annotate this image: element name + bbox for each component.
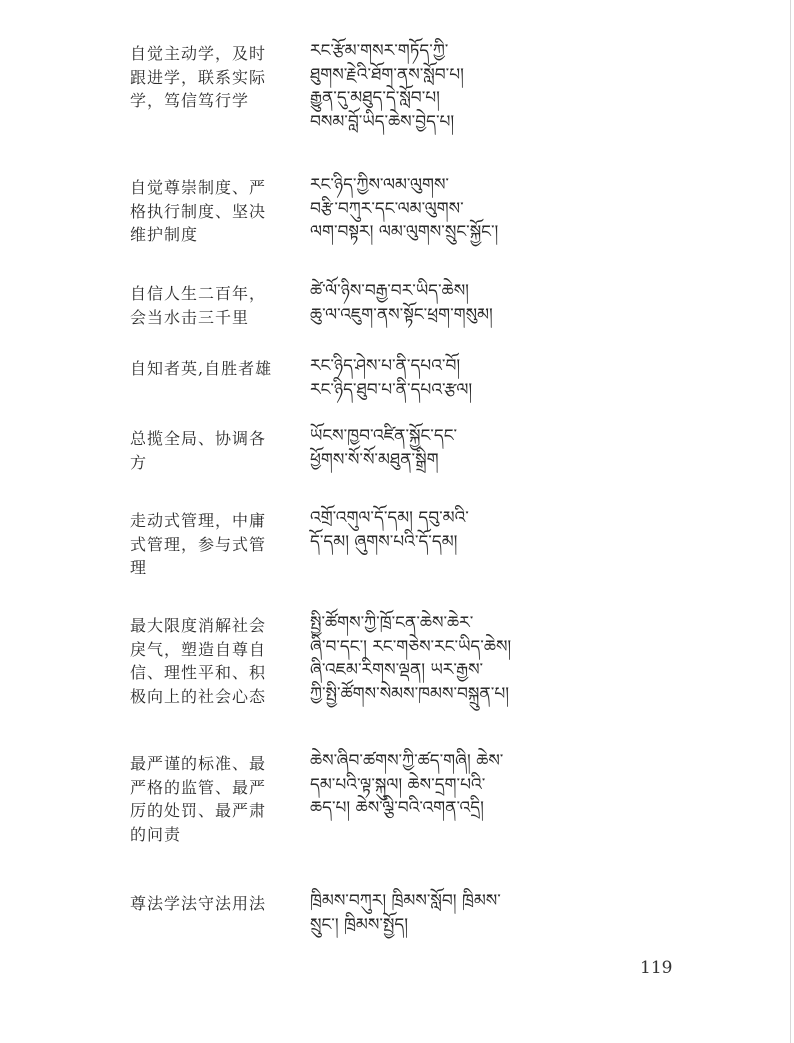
tibetan-translation: རང་རྩོམ་གསར་གཏོད་ཀྱི་ ཐུགས་རྗེའི་ཐོག་ནས་སློབ་པ། རྒྱུན་དུ་མཐུད་དེ་སློབ་པ། བསམ་བློ་ཡིད་ཆེས་བྱེད་པ། [310, 41, 464, 132]
glossary-entry [130, 40, 700, 174]
glossary-entry [130, 174, 700, 280]
glossary-entry [130, 890, 700, 960]
tibetan-translation: རང་ཉིད་ཤེས་པ་ནི་དཔའ་བོ། རང་ཉིད་ཐུབ་པ་ནི་དཔའ་རྩལ། [310, 356, 473, 400]
tibetan-translation: རང་ཉིད་ཀྱིས་ལམ་ལུགས་ བརྩི་བཀུར་དང་ལམ་ལུགས་ ལག་བསྟར། ལམ་ལུགས་སྲུང་སྐྱོང་། [310, 175, 499, 242]
glossary-entry [130, 612, 700, 750]
glossary-entry [130, 355, 700, 425]
tibetan-translation: ཡོངས་ཁྱབ་འཛིན་སྐྱོང་དང་ ཕྱོགས་སོ་སོ་མཐུན་སྒྲིག [310, 426, 458, 470]
tibetan-translation: ཁྲིམས་བཀུར། ཁྲིམས་སློབ། ཁྲིམས་ སྲུང་། ཁྲིམས་སྤྱོད། [310, 891, 501, 935]
tibetan-translation: འགྲོ་འགུལ་དོ་དམ། དབུ་མའི་ དོ་དམ། ཞུགས་པའི་དོ་དམ། [310, 508, 469, 552]
glossary [130, 40, 700, 960]
chinese-term: 尊法学法守法用法 [130, 894, 267, 913]
page-number: 119 [640, 958, 673, 978]
tibetan-translation: ཆེས་ཞིབ་ཚགས་ཀྱི་ཚད་གཞི། ཆེས་ དམ་པའི་ལྟ་སྐུལ། ཆེས་དྲག་པའི་ ཆད་པ། ཆེས་ལྕི་བའི་འགན་འདྲི། [310, 751, 504, 818]
glossary-entry [130, 425, 700, 507]
chinese-term: 最大限度消解社会 戾气，塑造自尊自 信、理性平和、积 极向上的社会心态 [130, 616, 267, 706]
chinese-term: 走动式管理，中庸 式管理，参与式管 理 [130, 511, 267, 577]
chinese-term: 自信人生二百年， 会当水击三千里 [130, 284, 267, 327]
chinese-term: 自觉主动学，及时 跟进学，联系实际 学，笃信笃行学 [130, 44, 267, 110]
chinese-term: 自知者英,自胜者雄 [130, 359, 273, 378]
chinese-term: 自觉尊崇制度、严 格执行制度、坚决 维护制度 [130, 178, 267, 244]
glossary-entry [130, 750, 700, 890]
glossary-entry [130, 280, 700, 355]
chinese-term: 总揽全局、协调各 方 [130, 429, 267, 472]
chinese-term: 最严谨的标准、最 严格的监管、最严 厉的处罚、最严肃 的问责 [130, 754, 267, 844]
tibetan-translation: སྤྱི་ཚོགས་ཀྱི་ཁྲོ་ངན་ཆེས་ཆེར་ ཞི་བ་དང་། རང་གཅེས་རང་ཡིད་ཆེས། ཞི་འཇམ་རིགས་ལྡན། ཡར་རྒྱས་ ཀྱི་སྤྱི་ཚོགས་སེམས་ཁམས་བསྐྲུན་པ། [310, 613, 512, 704]
tibetan-translation: ཚེ་ལོ་ཉིས་བརྒྱ་བར་ཡིད་ཆེས། ཆུ་ལ་འཇུག་ནས་སྟོང་ཕྲག་གསུམ། [310, 281, 493, 325]
page-edge-line [790, 0, 791, 1043]
glossary-entry [130, 507, 700, 612]
